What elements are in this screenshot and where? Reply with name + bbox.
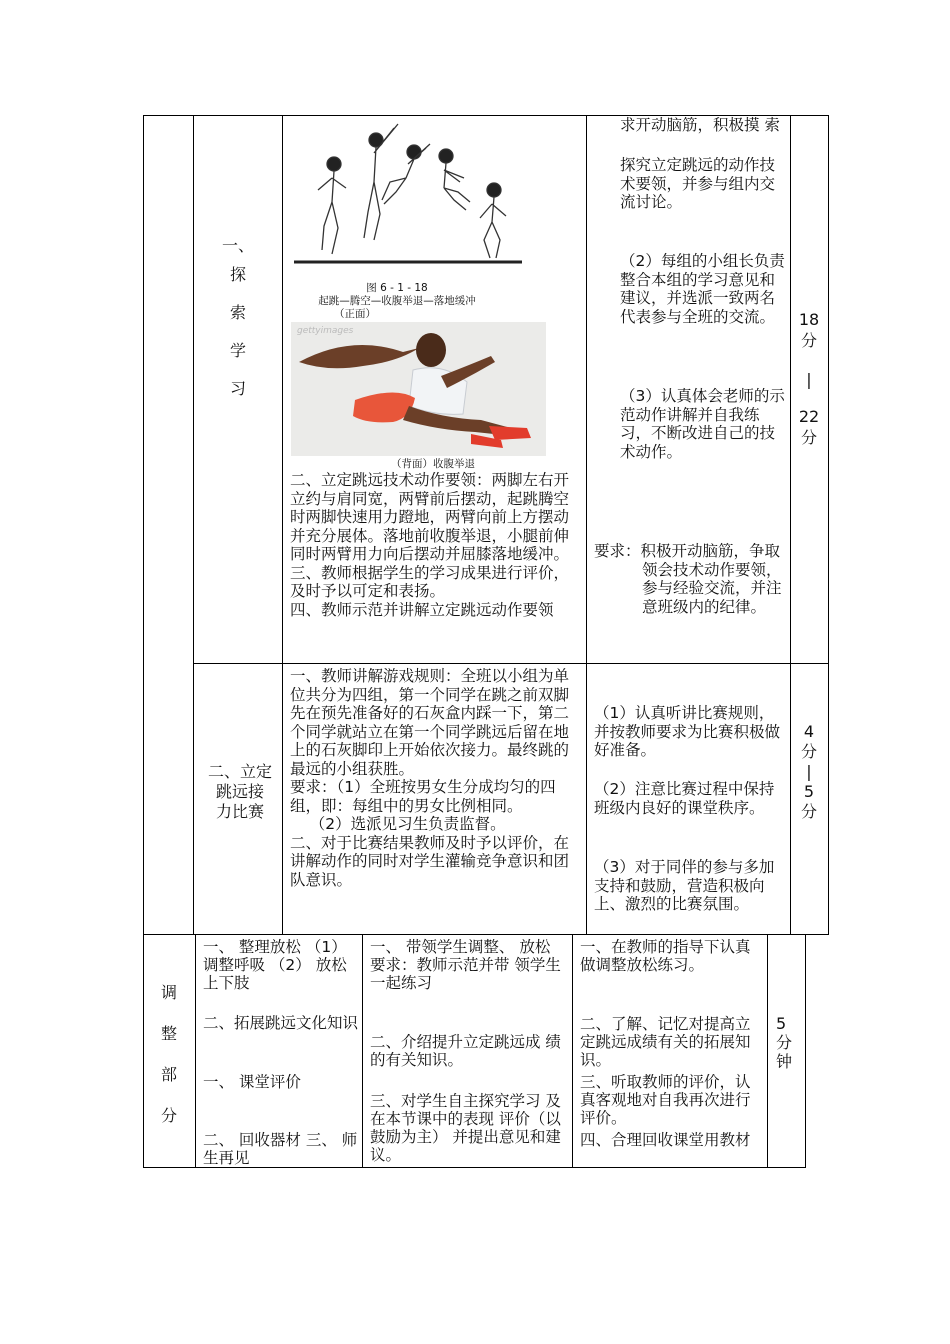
rule: [362, 934, 363, 1168]
time-char: 钟: [776, 1052, 793, 1071]
contest-time: [793, 722, 825, 822]
rule: [790, 115, 791, 935]
jumper-5: [480, 183, 506, 258]
photo-watermark: gettyimages: [297, 326, 354, 336]
explore-student-requirement: 要求：积极开动脑筋，争取领会技术动作要领，参与经验交流，并注意班级内的纪律。: [594, 542, 782, 616]
time-char: |: [806, 762, 812, 781]
part-char: 整: [160, 1024, 177, 1043]
rule: [143, 934, 144, 1168]
jumper-figures: [318, 124, 506, 258]
jumper-2: [364, 124, 398, 240]
stage-char: 探: [229, 265, 246, 284]
jumper-4: [439, 149, 470, 210]
part-char: 调: [160, 983, 177, 1002]
adjust-student-b: 二、了解、记忆对提高立定跳远成绩有关的拓展知识。: [580, 1015, 751, 1069]
rule: [193, 115, 194, 935]
adjust-content-d: 二、 回收器材 三、 师生再见: [203, 1131, 358, 1167]
rule: [282, 115, 283, 935]
stage-char: 索: [229, 303, 246, 322]
photo-caption: （背面）收腹举退: [391, 458, 475, 470]
adjust-teacher-c: 三、对学生自主探究学习 及在本节课中的表现 评价（以鼓励为主） 并提出意见和建议。: [370, 1092, 561, 1164]
rule: [193, 663, 829, 664]
contest-teacher-text: [290, 667, 582, 889]
time-char: 分: [800, 742, 817, 761]
contest-student-b: （2）注意比赛过程中保持班级内良好的课堂秩序。: [594, 780, 775, 817]
jumper-3: [382, 144, 430, 204]
rule: [143, 934, 806, 935]
explore-student-b: 探究立定跳远的动作技术要领，并参与组内交流讨论。: [620, 156, 776, 211]
teacher-step: （2）选派见习生负责监督。: [290, 815, 506, 833]
stage-char: 习: [229, 379, 246, 398]
athlete-photo: [291, 322, 546, 456]
time-char: 分: [800, 331, 817, 350]
adjust-content-c: 一、 课堂评价: [203, 1073, 301, 1091]
adjust-student-a: 一、在教师的指导下认真做调整放松练习。: [580, 938, 751, 974]
contest-title: 二、立定 跳远接 力比赛: [207, 762, 272, 821]
contest-student-c: （3）对于同伴的参与多加支持和鼓励，营造积极向上、激烈的比赛氛围。: [594, 858, 775, 913]
adjust-content-a: 一、 整理放松 （1） 调整呼吸 （2） 放松上下肢: [203, 938, 347, 992]
rule: [828, 115, 829, 935]
stage-label-explore: [220, 236, 256, 408]
figure-subcaption-front: （正面）: [334, 308, 376, 320]
time-char: 22: [798, 407, 820, 426]
teacher-step: 二、立定跳远技术动作要领：两脚左右开立约与肩同宽，两臂前后摆动，起跳腾空时两脚快速用力蹬地，两臂向前上方摆动并充分展体。落地前收腹举退，小腿前伸同时两臂用力向后摆动并屈膝落地缓冲。: [290, 471, 570, 563]
explore-time: [793, 309, 825, 448]
teacher-step: 三、教师根据学生的学习成果进行评价，及时予以可定和表扬。: [290, 563, 570, 600]
explore-student-d: （3）认真体会老师的示范动作讲解并自我练习，不断改进自己的技术动作。: [620, 387, 785, 461]
adjust-part-label: [146, 972, 192, 1136]
rule: [586, 115, 587, 935]
explore-teacher-text: [290, 471, 582, 619]
time-char: 5: [803, 782, 815, 801]
time-char: 分: [800, 428, 817, 447]
jumper-1: [318, 157, 346, 254]
time-char: |: [806, 370, 812, 389]
teacher-step: 二、对于比赛结果教师及时予以评价，在讲解动作的同时对学生灌输竞争意识和团队意识。: [290, 833, 570, 889]
adjust-teacher-a: 一、 带领学生调整、 放松 要求：教师示范并带 领学生一起练习: [370, 938, 561, 992]
long-jump-sequence-figure: [294, 118, 522, 266]
teacher-step: 四、教师示范并讲解立定跳远动作要领: [290, 600, 554, 619]
part-char: 分: [160, 1106, 177, 1125]
adjust-content-b: 二、拓展跳远文化知识: [203, 1014, 359, 1032]
time-char: 5: [776, 1014, 787, 1033]
time-char: 分: [800, 802, 817, 821]
time-char: 18: [798, 310, 820, 329]
part-char: 部: [160, 1065, 177, 1084]
teacher-step: 要求：（1）全班按男女生分成均匀的四组，即：每组中的男女比例相同。: [290, 778, 556, 815]
time-char: 4: [803, 722, 815, 741]
stage-char: 一、: [221, 236, 254, 255]
explore-student-a: 求开动脑筋，积极摸 索: [620, 116, 780, 134]
teacher-step: 一、教师讲解游戏规则：全班以小组为单位共分为四组，第一个同学在跳之前双脚先在预先准备好的石灰盒内踩一下，第二个同学就站立在第一个同学跳远后留在地上的石灰脚印上开始依次接力。最终跳的最远的小组获胜。: [290, 667, 570, 778]
rule: [143, 1167, 806, 1168]
figure-subcaption: 起跳—腾空—收腹举退—落地缓冲: [318, 295, 476, 307]
adjust-time: [770, 1014, 808, 1071]
stage-char: 学: [229, 341, 246, 360]
adjust-teacher-b: 二、介绍提升立定跳远成 绩的有关知识。: [370, 1033, 561, 1069]
adjust-student-d: 四、合理回收课堂用教材: [580, 1131, 751, 1149]
rule: [767, 934, 768, 1168]
contest-student-a: （1）认真听讲比赛规则，并按教师要求为比赛积极做好准备。: [594, 704, 781, 759]
adjust-student-c: 三、听取教师的评价，认真客观地对自我再次进行评价。: [580, 1073, 751, 1127]
rule: [143, 115, 144, 935]
rule: [195, 934, 196, 1168]
explore-student-c: （2）每组的小组长负责整合本组的学习意见和建议，并选派一致两名代表参与全班的交流。: [620, 252, 785, 326]
time-char: 分: [776, 1033, 793, 1052]
rule: [572, 934, 573, 1168]
figure-caption: 图 6 - 1 - 18: [366, 282, 428, 294]
